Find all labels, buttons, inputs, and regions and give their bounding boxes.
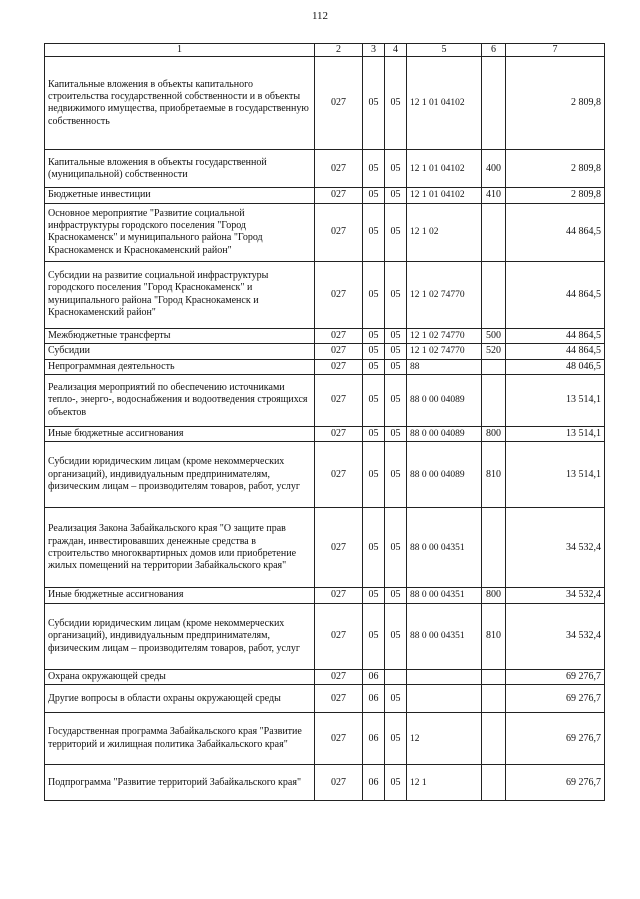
row-name: Субсидии на развитие социальной инфраструктуры городского поселения "Город Краснокаменск" и муниципального района "Город Краснокаменск и Краснокаменский район" bbox=[45, 261, 315, 328]
subsection-code: 05 bbox=[385, 442, 407, 508]
column-header-1: 1 bbox=[45, 44, 315, 57]
section-code: 05 bbox=[363, 328, 385, 343]
ministry-code: 027 bbox=[315, 203, 363, 261]
amount: 44 864,5 bbox=[506, 344, 605, 359]
target-article-code: 88 0 00 04351 bbox=[407, 588, 482, 603]
subsection-code: 05 bbox=[385, 713, 407, 765]
section-code: 05 bbox=[363, 57, 385, 150]
expense-type-code bbox=[482, 508, 506, 588]
table-row bbox=[45, 669, 605, 684]
row-name: Иные бюджетные ассигнования bbox=[45, 427, 315, 442]
amount: 69 276,7 bbox=[506, 713, 605, 765]
table-row bbox=[45, 685, 605, 713]
amount: 69 276,7 bbox=[506, 765, 605, 801]
expense-type-code bbox=[482, 669, 506, 684]
amount: 34 532,4 bbox=[506, 588, 605, 603]
column-header-6: 6 bbox=[482, 44, 506, 57]
subsection-code: 05 bbox=[385, 188, 407, 203]
amount: 69 276,7 bbox=[506, 669, 605, 684]
expense-type-code: 810 bbox=[482, 603, 506, 669]
subsection-code: 05 bbox=[385, 685, 407, 713]
amount: 44 864,5 bbox=[506, 203, 605, 261]
ministry-code: 027 bbox=[315, 713, 363, 765]
table-body bbox=[45, 57, 605, 801]
row-name: Субсидии bbox=[45, 344, 315, 359]
target-article-code: 12 1 01 04102 bbox=[407, 57, 482, 150]
subsection-code: 05 bbox=[385, 588, 407, 603]
ministry-code: 027 bbox=[315, 508, 363, 588]
expense-type-code: 800 bbox=[482, 427, 506, 442]
subsection-code: 05 bbox=[385, 427, 407, 442]
table-row bbox=[45, 57, 605, 150]
table-row bbox=[45, 588, 605, 603]
section-code: 05 bbox=[363, 442, 385, 508]
target-article-code: 12 1 02 74770 bbox=[407, 328, 482, 343]
section-code: 05 bbox=[363, 203, 385, 261]
section-code: 06 bbox=[363, 685, 385, 713]
ministry-code: 027 bbox=[315, 427, 363, 442]
ministry-code: 027 bbox=[315, 685, 363, 713]
target-article-code: 88 0 00 04351 bbox=[407, 603, 482, 669]
expense-type-code bbox=[482, 261, 506, 328]
ministry-code: 027 bbox=[315, 765, 363, 801]
row-name: Иные бюджетные ассигнования bbox=[45, 588, 315, 603]
table-row bbox=[45, 150, 605, 188]
row-name: Субсидии юридическим лицам (кроме некоммерческих организаций), индивидуальным предпринимателям, физическим лицам – производителям товаров, работ, услуг bbox=[45, 603, 315, 669]
ministry-code: 027 bbox=[315, 188, 363, 203]
table-row bbox=[45, 359, 605, 374]
table-row bbox=[45, 328, 605, 343]
subsection-code: 05 bbox=[385, 344, 407, 359]
column-header-7: 7 bbox=[506, 44, 605, 57]
section-code: 05 bbox=[363, 603, 385, 669]
section-code: 05 bbox=[363, 261, 385, 328]
subsection-code: 05 bbox=[385, 603, 407, 669]
column-header-3: 3 bbox=[363, 44, 385, 57]
target-article-code: 12 1 02 74770 bbox=[407, 344, 482, 359]
target-article-code: 88 0 00 04351 bbox=[407, 508, 482, 588]
target-article-code: 12 bbox=[407, 713, 482, 765]
amount: 2 809,8 bbox=[506, 150, 605, 188]
subsection-code: 05 bbox=[385, 765, 407, 801]
table-row bbox=[45, 188, 605, 203]
expense-type-code bbox=[482, 685, 506, 713]
amount: 44 864,5 bbox=[506, 328, 605, 343]
amount: 2 809,8 bbox=[506, 188, 605, 203]
ministry-code: 027 bbox=[315, 442, 363, 508]
expense-type-code bbox=[482, 375, 506, 427]
section-code: 05 bbox=[363, 359, 385, 374]
target-article-code: 12 1 01 04102 bbox=[407, 188, 482, 203]
table-row bbox=[45, 765, 605, 801]
section-code: 06 bbox=[363, 713, 385, 765]
row-name: Капитальные вложения в объекты капитального строительства государственной собственности и в объекты недвижимого имущества, приобретаемые в государственную собственность bbox=[45, 57, 315, 150]
target-article-code: 88 0 00 04089 bbox=[407, 427, 482, 442]
target-article-code bbox=[407, 685, 482, 713]
section-code: 06 bbox=[363, 669, 385, 684]
subsection-code: 05 bbox=[385, 375, 407, 427]
row-name: Другие вопросы в области охраны окружающей среды bbox=[45, 685, 315, 713]
target-article-code: 88 0 00 04089 bbox=[407, 375, 482, 427]
section-code: 05 bbox=[363, 508, 385, 588]
expense-type-code bbox=[482, 359, 506, 374]
expense-type-code: 500 bbox=[482, 328, 506, 343]
ministry-code: 027 bbox=[315, 375, 363, 427]
subsection-code: 05 bbox=[385, 57, 407, 150]
row-name: Бюджетные инвестиции bbox=[45, 188, 315, 203]
expense-type-code bbox=[482, 765, 506, 801]
header-row bbox=[45, 44, 605, 57]
ministry-code: 027 bbox=[315, 57, 363, 150]
amount: 13 514,1 bbox=[506, 427, 605, 442]
expense-type-code bbox=[482, 57, 506, 150]
ministry-code: 027 bbox=[315, 588, 363, 603]
row-name: Межбюджетные трансферты bbox=[45, 328, 315, 343]
section-code: 06 bbox=[363, 765, 385, 801]
table-row bbox=[45, 344, 605, 359]
table-row bbox=[45, 375, 605, 427]
ministry-code: 027 bbox=[315, 150, 363, 188]
ministry-code: 027 bbox=[315, 669, 363, 684]
table-row bbox=[45, 603, 605, 669]
expense-type-code: 520 bbox=[482, 344, 506, 359]
subsection-code bbox=[385, 669, 407, 684]
target-article-code: 88 0 00 04089 bbox=[407, 442, 482, 508]
target-article-code: 12 1 01 04102 bbox=[407, 150, 482, 188]
row-name: Охрана окружающей среды bbox=[45, 669, 315, 684]
table-row bbox=[45, 442, 605, 508]
subsection-code: 05 bbox=[385, 203, 407, 261]
amount: 34 532,4 bbox=[506, 508, 605, 588]
column-header-4: 4 bbox=[385, 44, 407, 57]
section-code: 05 bbox=[363, 588, 385, 603]
subsection-code: 05 bbox=[385, 328, 407, 343]
section-code: 05 bbox=[363, 375, 385, 427]
row-name: Основное мероприятие "Развитие социальной инфраструктуры городского поселения "Город Краснокаменск" и муниципального района "Город Краснокаменск и Краснокаменский район" bbox=[45, 203, 315, 261]
expense-type-code bbox=[482, 203, 506, 261]
page-number: 112 bbox=[311, 10, 329, 22]
row-name: Непрограммная деятельность bbox=[45, 359, 315, 374]
row-name: Субсидии юридическим лицам (кроме некоммерческих организаций), индивидуальным предпринимателям, физическим лицам – производителям товаров, работ, услуг bbox=[45, 442, 315, 508]
table-row bbox=[45, 203, 605, 261]
amount: 34 532,4 bbox=[506, 603, 605, 669]
section-code: 05 bbox=[363, 150, 385, 188]
table-row bbox=[45, 713, 605, 765]
amount: 13 514,1 bbox=[506, 375, 605, 427]
table-row bbox=[45, 261, 605, 328]
ministry-code: 027 bbox=[315, 328, 363, 343]
budget-table bbox=[44, 43, 605, 801]
row-name: Капитальные вложения в объекты государственной (муниципальной) собственности bbox=[45, 150, 315, 188]
subsection-code: 05 bbox=[385, 508, 407, 588]
expense-type-code: 800 bbox=[482, 588, 506, 603]
expense-type-code: 400 bbox=[482, 150, 506, 188]
target-article-code: 12 1 02 74770 bbox=[407, 261, 482, 328]
amount: 44 864,5 bbox=[506, 261, 605, 328]
row-name: Государственная программа Забайкальского края "Развитие территорий и жилищная политика Забайкальского края" bbox=[45, 713, 315, 765]
ministry-code: 027 bbox=[315, 359, 363, 374]
row-name: Реализация мероприятий по обеспечению источниками тепло-, энерго-, водоснабжения и водоотведения строящихся объектов bbox=[45, 375, 315, 427]
subsection-code: 05 bbox=[385, 359, 407, 374]
column-header-5: 5 bbox=[407, 44, 482, 57]
subsection-code: 05 bbox=[385, 150, 407, 188]
row-name: Подпрограмма "Развитие территорий Забайкальского края" bbox=[45, 765, 315, 801]
section-code: 05 bbox=[363, 344, 385, 359]
table-row bbox=[45, 427, 605, 442]
amount: 2 809,8 bbox=[506, 57, 605, 150]
subsection-code: 05 bbox=[385, 261, 407, 328]
amount: 69 276,7 bbox=[506, 685, 605, 713]
ministry-code: 027 bbox=[315, 344, 363, 359]
target-article-code: 88 bbox=[407, 359, 482, 374]
row-name: Реализация Закона Забайкальского края "О защите прав граждан, инвестировавших денежные средства в строительство многоквартирных домов или приобретение жилых помещений на территории Забайкальского края" bbox=[45, 508, 315, 588]
expense-type-code: 810 bbox=[482, 442, 506, 508]
expense-type-code: 410 bbox=[482, 188, 506, 203]
target-article-code: 12 1 bbox=[407, 765, 482, 801]
section-code: 05 bbox=[363, 427, 385, 442]
amount: 48 046,5 bbox=[506, 359, 605, 374]
target-article-code: 12 1 02 bbox=[407, 203, 482, 261]
target-article-code bbox=[407, 669, 482, 684]
amount: 13 514,1 bbox=[506, 442, 605, 508]
ministry-code: 027 bbox=[315, 261, 363, 328]
expense-type-code bbox=[482, 713, 506, 765]
column-header-2: 2 bbox=[315, 44, 363, 57]
ministry-code: 027 bbox=[315, 603, 363, 669]
table-row bbox=[45, 508, 605, 588]
section-code: 05 bbox=[363, 188, 385, 203]
